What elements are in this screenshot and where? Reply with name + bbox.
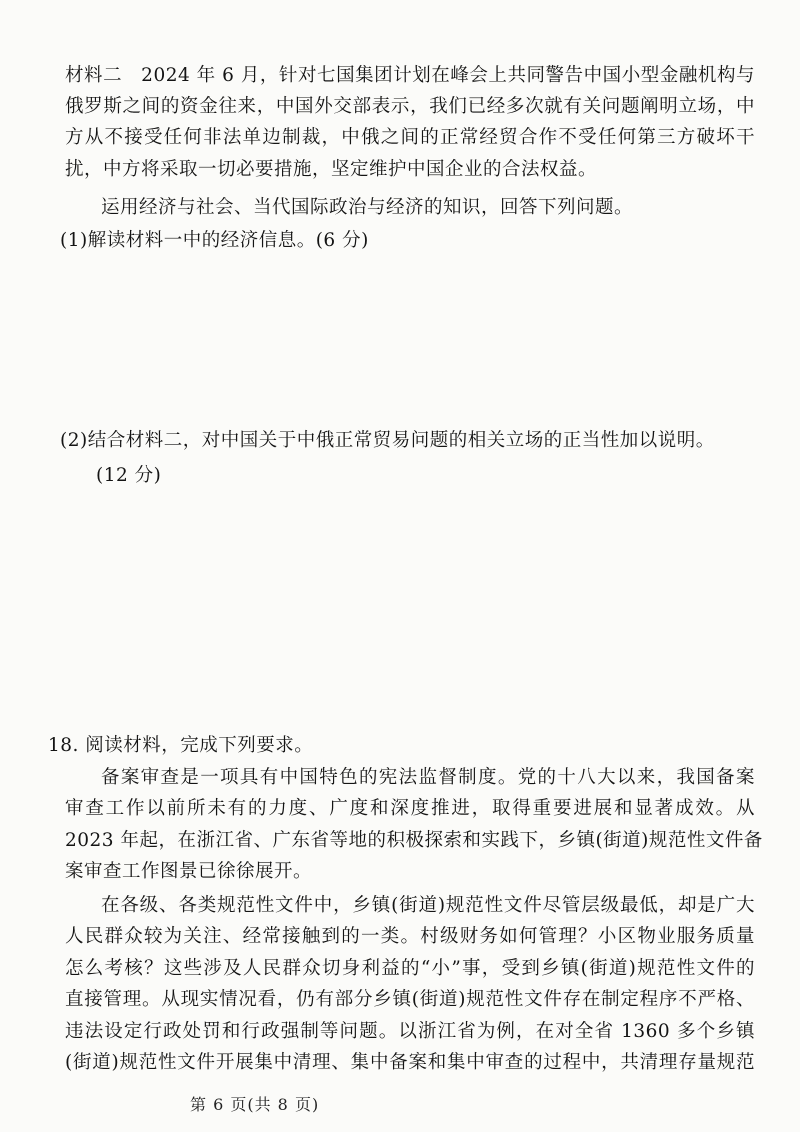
question-1: (1)解读材料一中的经济信息。(6 分) [60, 230, 369, 251]
q18-para1-line-1: 备案审查是一项具有中国特色的宪法监督制度。党的十八大以来，我国备案 [101, 767, 755, 788]
q18-para2-line-5: 违法设定行政处罚和行政强制等问题。以浙江省为例，在对全省 1360 多个乡镇 [65, 1021, 755, 1042]
q18-para1-line-2: 审查工作以前所未有的力度、广度和深度推进，取得重要进展和显著成效。从 [65, 798, 755, 819]
material2-line-3: 方从不接受任何非法单边制裁，中俄之间的正常经贸合作不受任何第三方破坏干 [65, 127, 755, 148]
q18-para2-line-6: (街道)规范性文件开展集中清理、集中备案和集中审查的过程中，共清理存量规范 [65, 1052, 755, 1073]
q18-para2-line-1: 在各级、各类规范性文件中，乡镇(街道)规范性文件尽管层级最低，却是广大 [101, 895, 755, 916]
question-2-line-2: (12 分) [96, 465, 162, 486]
question-18-title: 18. 阅读材料，完成下列要求。 [48, 735, 314, 756]
q18-para1-line-3: 2023 年起，在浙江省、广东省等地的积极探索和实践下，乡镇(街道)规范性文件备 [65, 830, 763, 851]
material2-line-1: 材料二 2024 年 6 月，针对七国集团计划在峰会上共同警告中国小型金融机构与 [65, 65, 755, 86]
instruction: 运用经济与社会、当代国际政治与经济的知识，回答下列问题。 [101, 197, 634, 218]
material2-line-2: 俄罗斯之间的资金往来，中国外交部表示，我们已经多次就有关问题阐明立场，中 [65, 96, 755, 117]
q18-para2-line-3: 怎么考核？这些涉及人民群众切身利益的“小”事，受到乡镇(街道)规范性文件的 [65, 958, 755, 979]
page-footer: 第 6 页(共 8 页) [190, 1095, 320, 1114]
q18-para1-line-4: 案审查工作图景已徐徐展开。 [65, 861, 313, 882]
material2-line-4: 扰，中方将采取一切必要措施，坚定维护中国企业的合法权益。 [65, 159, 598, 180]
q18-para2-line-4: 直接管理。从现实情况看，仍有部分乡镇(街道)规范性文件存在制定程序不严格、 [65, 989, 755, 1010]
question-2-line-1: (2)结合材料二，对中国关于中俄正常贸易问题的相关立场的正当性加以说明。 [60, 430, 715, 451]
q18-para2-line-2: 人民群众较为关注、经常接触到的一类。村级财务如何管理？小区物业服务质量 [65, 926, 755, 947]
